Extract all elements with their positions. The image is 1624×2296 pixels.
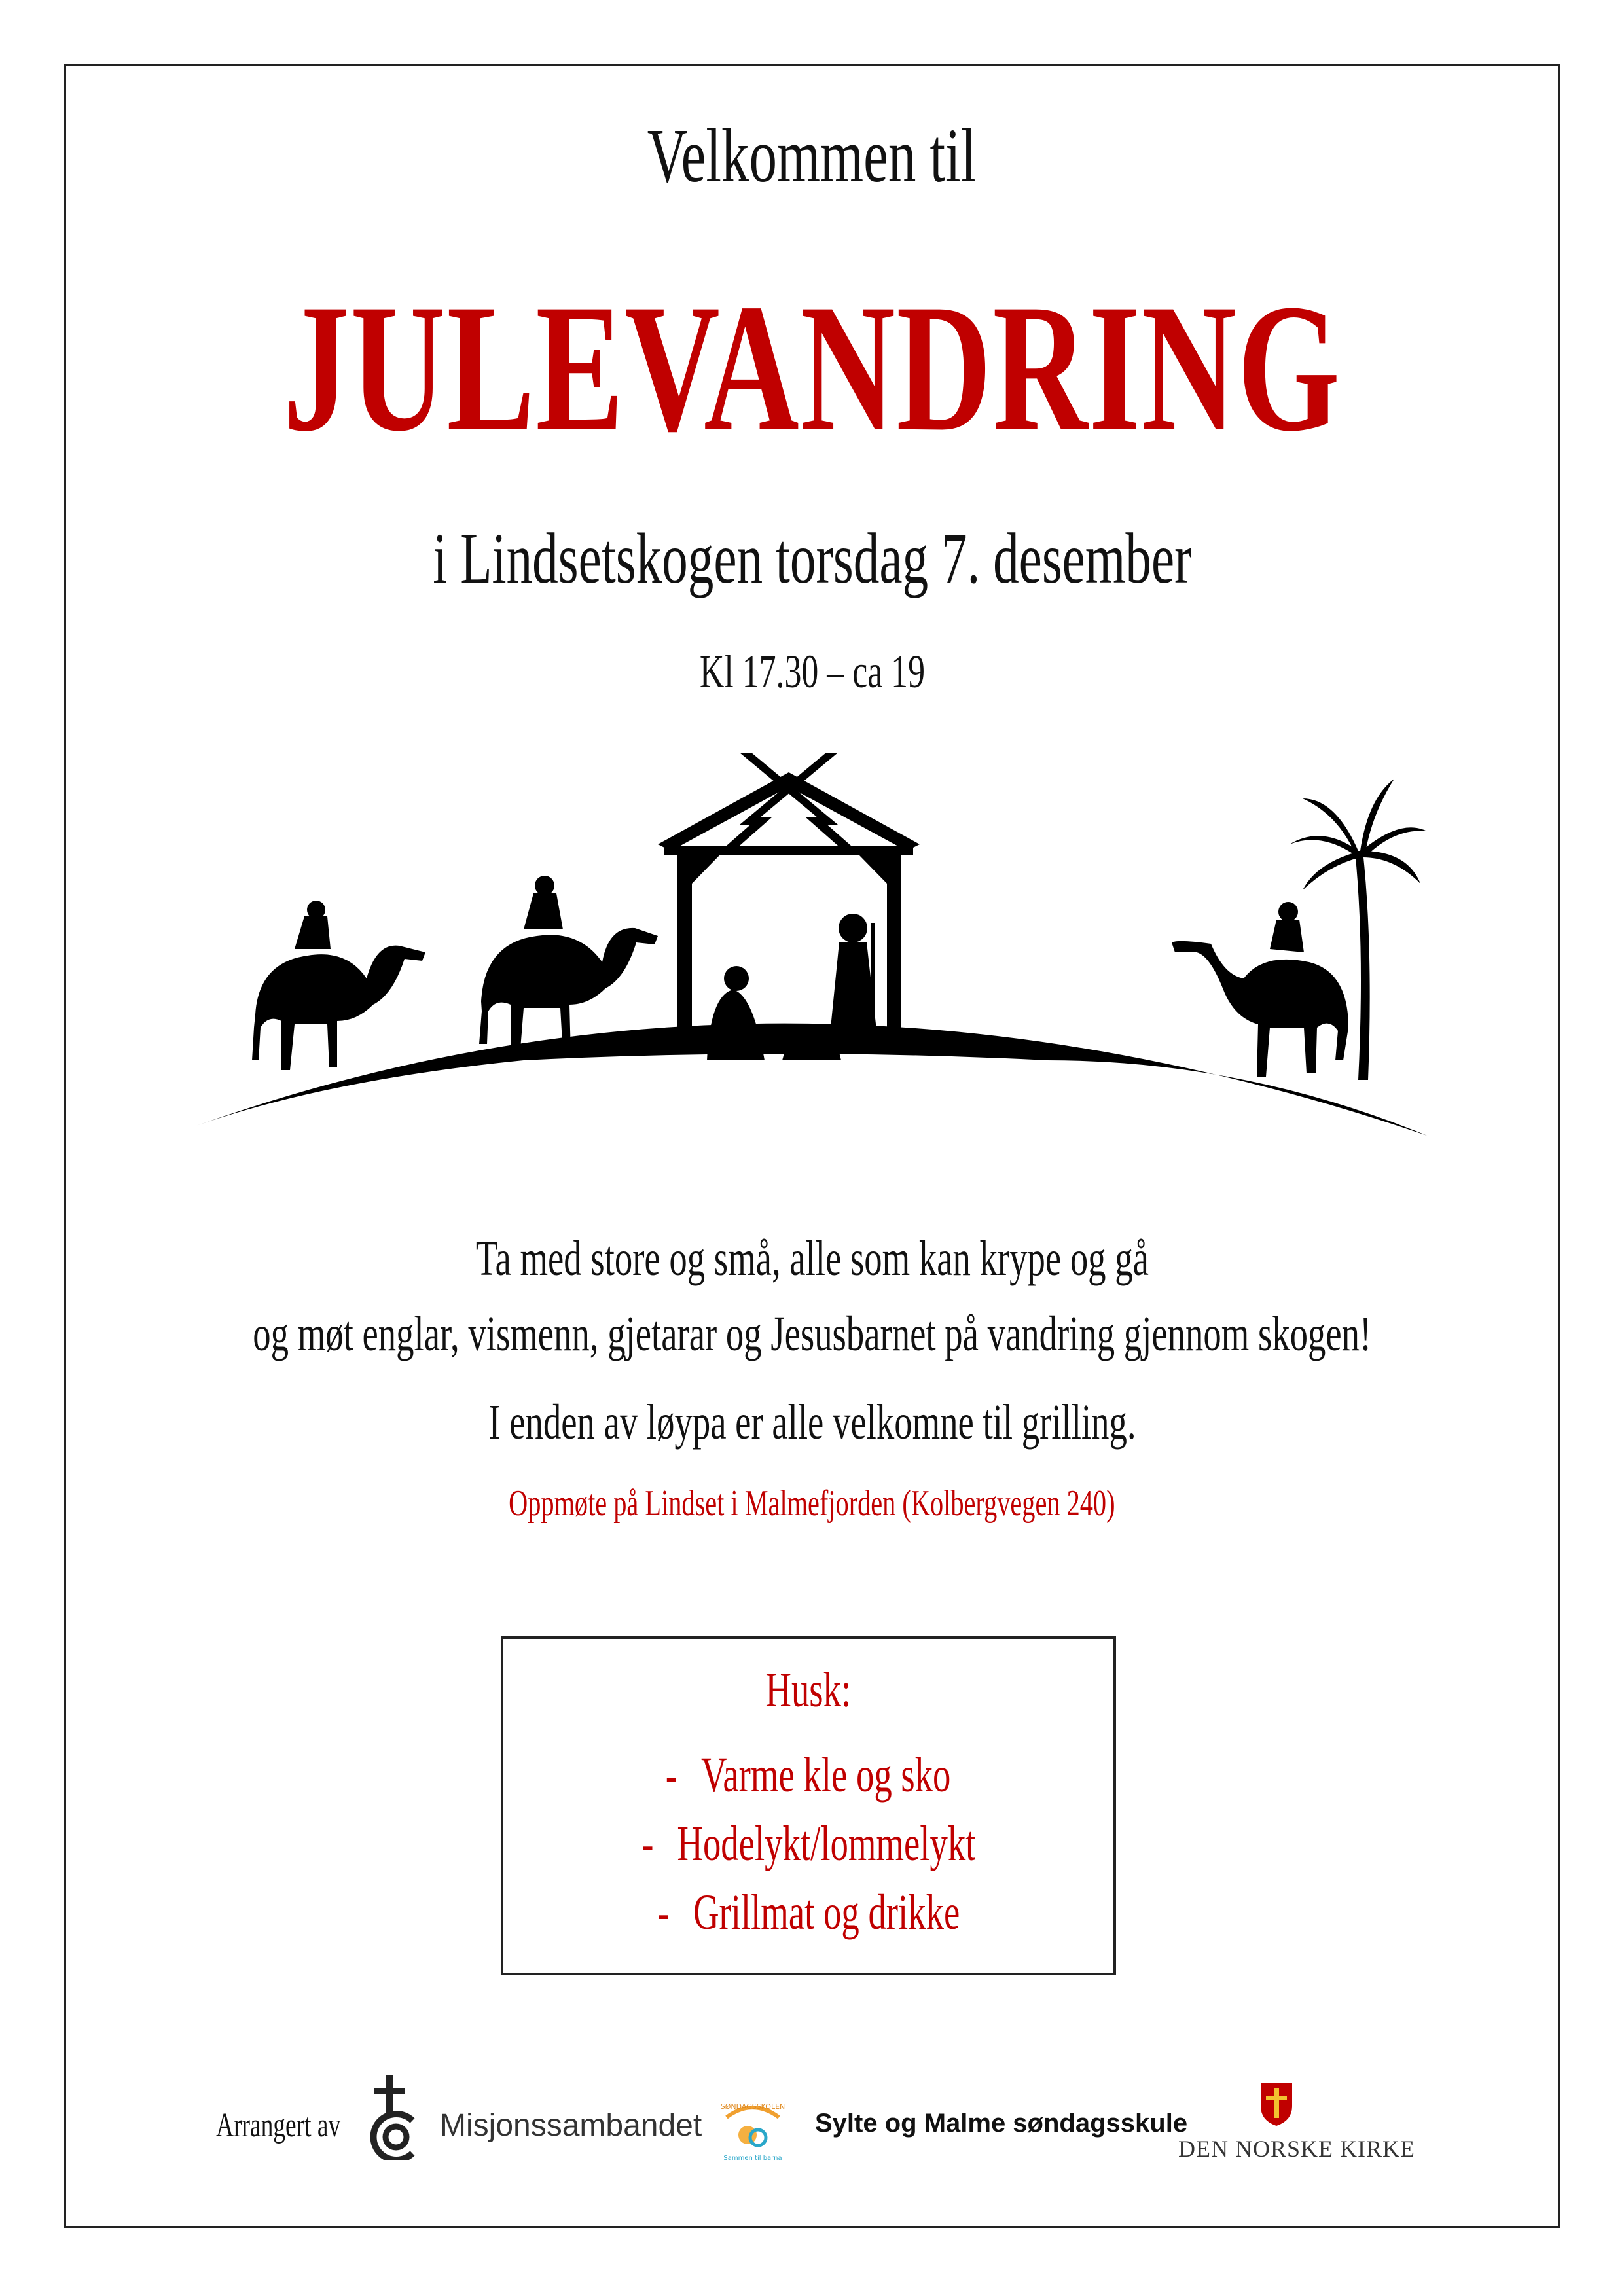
reminder-item: - Grillmat og drikke [657, 1885, 960, 1940]
event-subtitle: i Lindsetskogen torsdag 7. desember [432, 518, 1192, 598]
reminder-item: - Varme kle og sko [666, 1748, 951, 1803]
svg-text:Sammen til barna: Sammen til barna [723, 2155, 782, 2162]
camel-2 [479, 876, 658, 1057]
sondagsskolen-logo [720, 2094, 785, 2166]
org-name-sondagsskule: Sylte og Malme søndagsskule [815, 2109, 1188, 2138]
reminder-item: - Hodelykt/lommelykt [641, 1816, 976, 1871]
camel-3 [1172, 902, 1348, 1077]
nativity-scene-silhouette [196, 753, 1427, 1158]
mary-figure [707, 966, 765, 1060]
body-line-1: Ta med store og små, alle som kan krype og gå [475, 1231, 1149, 1286]
stable [658, 753, 920, 1047]
svg-text:SØNDAGSSKOLEN: SØNDAGSSKOLEN [720, 2102, 785, 2111]
camel-1 [252, 901, 425, 1070]
den-norske-kirke-logo [1258, 2080, 1295, 2127]
joseph-figure [829, 914, 878, 1047]
org-name-den-norske-kirke: DEN NORSKE KIRKE [1178, 2136, 1415, 2162]
misjonssambandet-logo [367, 2075, 432, 2160]
meeting-point: Oppmøte på Lindset i Malmefjorden (Kolbergvegen 240) [509, 1483, 1115, 1524]
body-line-2: og møt englar, vismenn, gjetarar og Jesusbarnet på vandring gjennom skogen! [253, 1306, 1371, 1361]
reminder-title: Husk: [765, 1662, 852, 1717]
event-title: JULEVANDRING [283, 266, 1341, 469]
org-name-misjonssambandet: Misjonssambandet [440, 2108, 702, 2143]
arranged-by-label: Arrangert av [216, 2107, 341, 2144]
event-time: Kl 17.30 – ca 19 [699, 645, 925, 698]
welcome-heading: Velkommen til [647, 113, 977, 198]
body-line-3: I enden av løypa er alle velkomne til grilling. [488, 1395, 1136, 1450]
reminder-box [501, 1636, 1116, 1975]
footer-organizers [0, 2075, 1624, 2173]
